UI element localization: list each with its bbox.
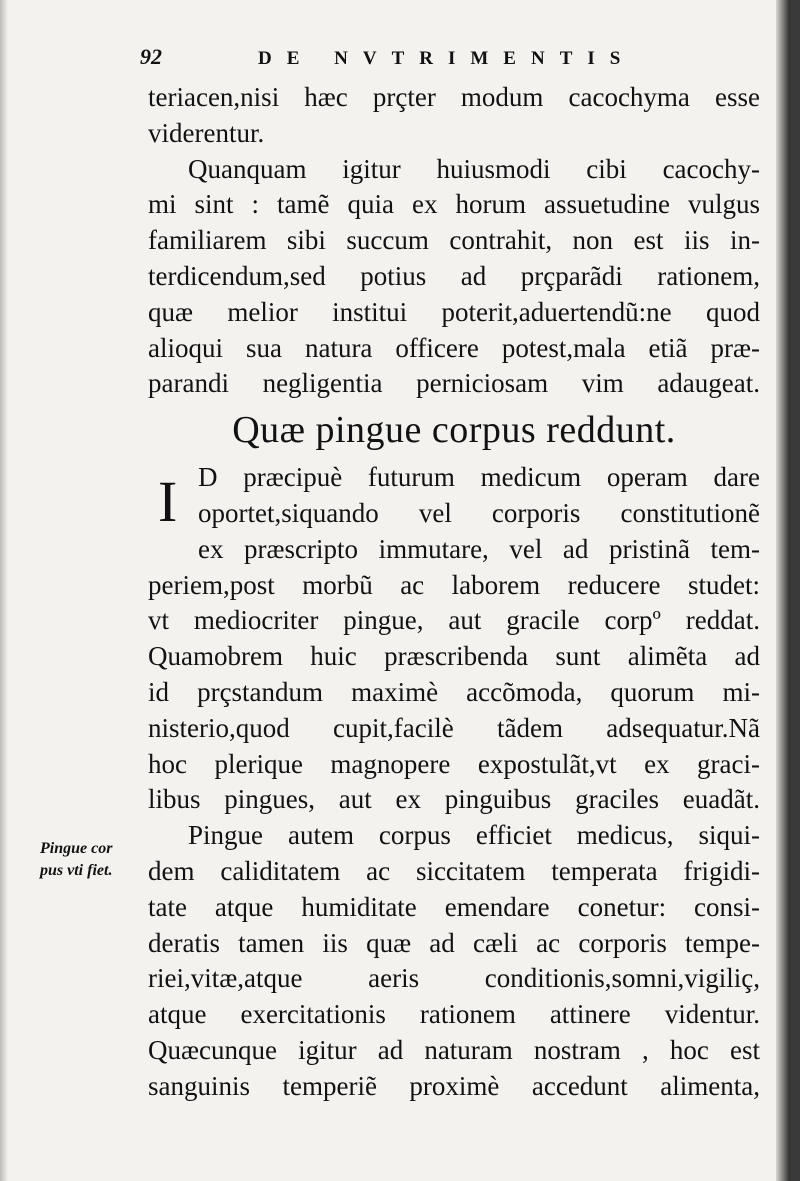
body-text xyxy=(148,80,760,1105)
text-line: dem caliditatem ac siccitatem temperata frigidi- xyxy=(148,855,760,886)
text-line: quæ melior institui poterit,aduertendũ:ne quod xyxy=(148,296,760,327)
text-line: id prçstandum maximè accõmoda, quorum mi- xyxy=(148,676,760,707)
text-line: Quanquam igitur huiusmodi cibi cacochy- xyxy=(188,153,760,184)
text-line: teriacen,nisi hæc prçter modum cacochyma esse xyxy=(148,82,760,112)
page-edge-shadow xyxy=(776,0,790,1181)
text-line: Quæcunque igitur ad naturam nostram , hoc est xyxy=(148,1034,760,1065)
text-line: viderentur. xyxy=(148,117,265,148)
page-number: 92 xyxy=(140,44,162,69)
text-line: D præcipuè futurum medicum operam dare xyxy=(198,462,760,493)
text-line: parandi negligentia perniciosam vim adaugeat. xyxy=(148,368,760,399)
running-title: DE NVTRIMENTIS xyxy=(258,48,636,69)
text-line: familiarem sibi succum contrahit, non est iis in- xyxy=(148,225,760,256)
marginal-note-line: pus vti fiet. xyxy=(40,862,113,879)
text-line: mi sint : tamẽ quia ex horum assuetudine vulgus xyxy=(148,189,760,220)
text-line: tate atque humiditate emendare conetur: consi- xyxy=(148,891,760,922)
section-heading: Quæ pingue corpus reddunt. xyxy=(232,409,676,452)
text-line: deratis tamen iis quæ ad cæli ac corporis tempe- xyxy=(148,927,760,958)
text-line: ex præscripto immutare, vel ad pristinã tem- xyxy=(198,533,760,564)
text-line: alioqui sua natura officere potest,mala etiã præ- xyxy=(148,332,760,363)
drop-cap-paragraph xyxy=(148,460,760,567)
gutter-shadow xyxy=(0,0,8,1181)
text-line: libus pingues, aut ex pinguibus graciles euadãt. xyxy=(148,784,760,815)
text-line: sanguinis temperiẽ proximè accedunt alimenta, xyxy=(148,1070,760,1101)
text-line: periem,post morbũ ac laborem reducere studet: xyxy=(148,569,760,600)
marginal-note xyxy=(40,838,155,882)
text-line: hoc plerique magnopere expostulãt,vt ex graci- xyxy=(148,748,760,779)
text-line: riei,vitæ,atque aeris conditionis,somni,vigiliç, xyxy=(148,963,760,994)
drop-cap: I xyxy=(158,469,178,535)
text-line: Pingue autem corpus efficiet medicus, siqui- xyxy=(188,820,760,851)
text-line: terdicendum,sed potius ad prçparãdi rationem, xyxy=(148,260,760,291)
text-line: Quamobrem huic præscribenda sunt alimẽta ad xyxy=(148,641,760,672)
text-line: atque exercitationis rationem attinere videntur. xyxy=(148,999,760,1030)
text-line: vt mediocriter pingue, aut gracile corpº reddat. xyxy=(148,605,760,636)
text-line: oportet,siquando vel corporis constitutionẽ xyxy=(198,497,760,528)
marginal-note-line: Pingue cor xyxy=(40,840,113,857)
text-line: nisterio,quod cupit,facilè tãdem adsequatur.Nã xyxy=(148,712,760,743)
